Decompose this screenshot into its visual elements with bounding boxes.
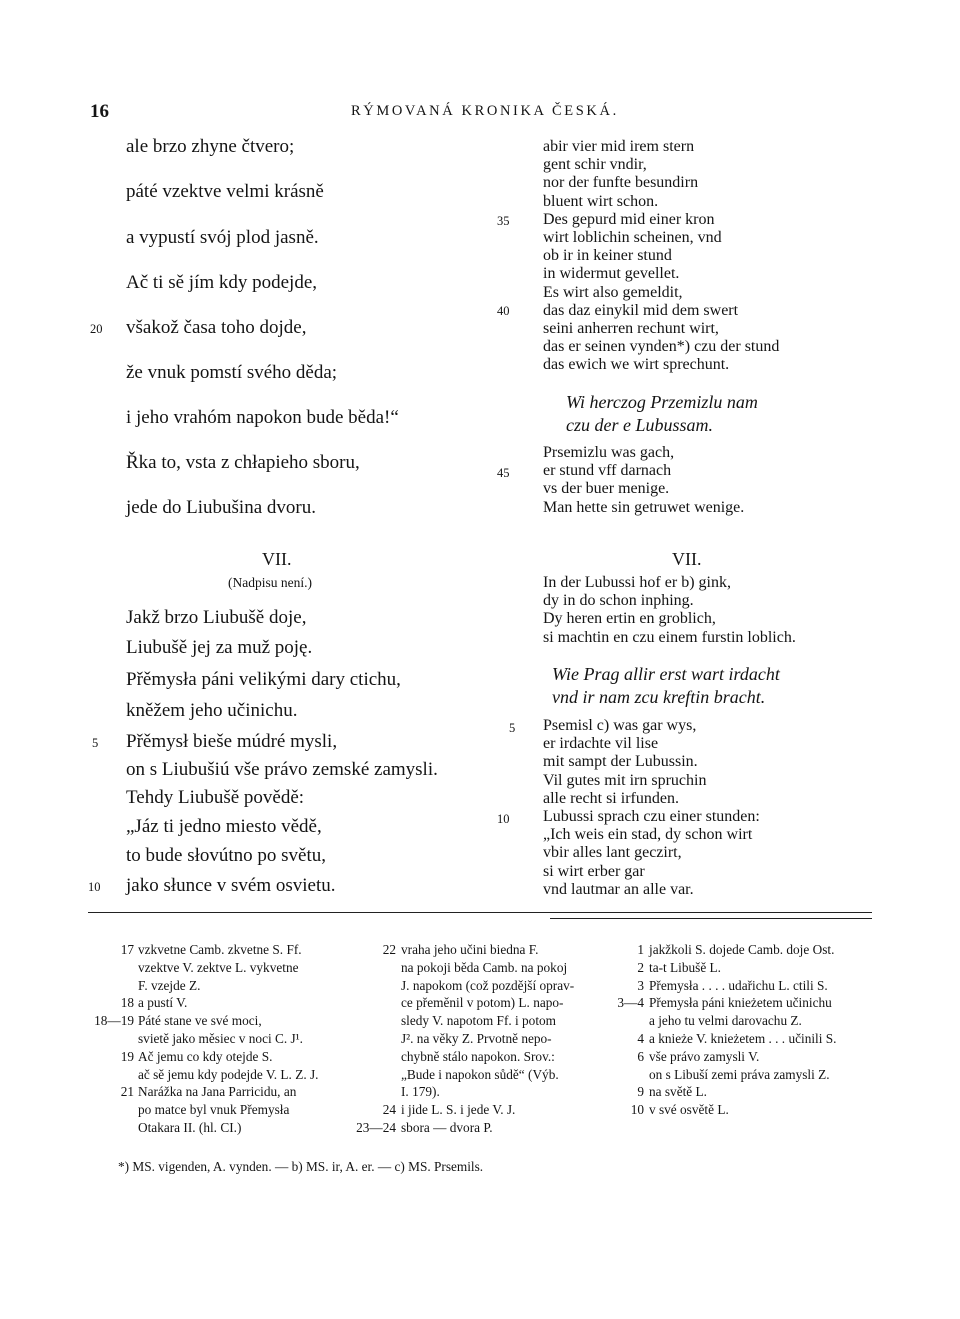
variant-text: ce přeměnil v potom) L. napo- [401,995,564,1011]
section-heading: czu der e Lubussam. [566,415,713,435]
variant-ref [340,1083,396,1101]
running-title: RÝMOVANÁ KRONIKA ČESKÁ. [351,103,619,119]
variant-texts-col2 [401,941,574,1137]
verse-line: jako słunce v svém osvietu. [126,875,336,896]
variant-text: „Bude i napokon sůdě“ (Výb. [401,1066,559,1082]
verse-line: Lubussi sprach czu einer stunden: [543,807,760,825]
variant-text: chybně stálo napokon. Srov.: [401,1048,555,1064]
variant-ref [86,1119,134,1137]
verse-line: wirt loblichin scheinen, vnd [543,228,722,246]
variant-ref: 4 [637,1030,644,1046]
variant-ref: 10 [630,1102,644,1118]
verse-line: si machtin en czu einem furstin loblich. [543,628,796,646]
section-right-verse-b [543,717,760,899]
section-numeral: VII. [672,549,702,569]
verse-line: ob ir in keiner stund [543,247,672,265]
verse-line: das er seinen vynden*) czu der stund [543,338,780,356]
verse-line: bluent wirt schon. [543,192,659,210]
variant-ref [340,994,396,1012]
variant-ref [604,1066,644,1084]
variant-ref: 1 [637,942,644,957]
variant-ref: 18 [120,995,134,1011]
variant-text: sbora — dvora P. [401,1119,493,1135]
verse-line: Psemisl c) was gar wys, [543,717,697,734]
verse-line: Řka to, vsta z chłapieho sboru, [126,452,360,473]
verse-line: „Jáz ti jedno miesto vědě, [126,816,322,837]
page-number: 16 [90,101,109,122]
section-heading: Wie Prag allir erst wart irdacht [552,664,780,684]
section-right-verse-a [543,574,796,647]
variant-text: I. 179). [401,1084,440,1100]
variant-text: Ač jemu co kdy otejde S. [138,1048,273,1064]
verse-line: a vypustí svój plod jasně. [126,227,319,248]
variant-ref [86,959,134,977]
verse-line: Prsemizlu was gach, [543,444,675,461]
variant-ref: 24 [382,1102,396,1118]
section-heading: vnd ir nam zcu kreftin bracht. [552,687,766,707]
verse-line: Tehdy Liubušě povědě: [126,787,305,808]
verse-line: si wirt erber gar [543,862,645,880]
variant-refs-col2 [340,941,396,1137]
variant-text: ač sě jemu kdy podejde V. L. Z. J. [138,1066,319,1082]
variant-text: po matce byl vnuk Přemysła [138,1102,290,1118]
verse-line: alle recht si irfunden. [543,789,679,807]
variant-text: sledy V. napotom Ff. i potom [401,1013,557,1029]
verse-line: nor der funfte besundirn [543,174,699,192]
section-heading: Wi herczog Przemizlu nam [566,392,758,412]
variant-text: F. vzejde Z. [138,977,201,993]
variant-ref [340,1012,396,1030]
verse-line: Des gepurd mid einer kron [543,210,715,228]
variant-text: svietě jako měsiec v noci C. J¹. [138,1030,303,1046]
top-right-verse-b [543,444,744,517]
variant-ref [340,1066,396,1084]
verse-line: das ewich we wirt sprechunt. [543,356,730,374]
variant-text: J. napokom (což pozdější oprav- [401,977,575,993]
verse-line: že vnuk pomstí svého děda; [126,362,338,383]
variant-texts-col1 [138,941,318,1137]
verse-line: Man hette sin getruwet wenige. [543,498,745,516]
variant-ref: 17 [120,942,134,957]
variant-ref [86,1030,134,1048]
variant-text: ta-t Libušě L. [649,959,722,975]
variant-text: Přemysła . . . . udařichu L. ctili S. [649,977,828,993]
section-subtitle: (Nadpisu není.) [228,575,312,590]
variant-refs-col1 [86,941,134,1137]
verse-line: všakož časa toho dojde, [126,317,307,338]
variant-ref [86,1066,134,1084]
variant-ref: 21 [120,1084,134,1100]
verse-line: Přěmysła páni velikými dary ctichu, [126,669,401,690]
variant-ref: 22 [382,942,396,957]
verse-line: dy in do schon inphing. [543,592,694,610]
line-number: 20 [90,322,103,336]
verse-line: „Ich weis ein stad, dy schon wirt [543,826,753,844]
manuscript-footnote: *) MS. vigenden, A. vynden. — b) MS. ir, A. er. — c) MS. Prsemils. [118,1159,484,1174]
variant-ref [340,977,396,995]
variant-text: na pokoji běda Camb. na pokoj [401,959,568,975]
variant-ref: 18—19 [94,1013,134,1029]
variant-text: Narážka na Jana Parricidu, an [138,1084,297,1100]
variant-text: vzkvetne Camb. zkvetne S. Ff. [138,942,302,957]
variant-text: on s Libuší zemi práva zamysli Z. [649,1066,830,1082]
variant-text: Přemysła páni knieżetem učinichu [649,995,832,1011]
variant-ref: 6 [637,1048,644,1064]
verse-line: er irdachte vil lise [543,735,659,753]
verse-line: kněžem jeho učinichu. [126,700,298,721]
variant-ref: 19 [120,1048,134,1064]
variant-text: Páté stane ve své moci, [138,1013,262,1029]
verse-line: er stund vff darnach [543,462,672,480]
line-number: 5 [92,736,99,750]
verse-line: in widermut gevellet. [543,265,680,283]
verse-line: vnd lautmar an alle var. [543,880,694,898]
verse-line: Liubušě jej za muž poję. [126,637,313,658]
variant-text: i jide L. S. i jede V. J. [401,1102,516,1118]
variant-ref: 23—24 [356,1119,396,1135]
verse-line: Jakž brzo Liubušě doje, [126,607,307,628]
variant-text: a knieże V. knieżetem . . . učinili S. [649,1030,837,1046]
variant-text: vzektve V. zektve L. vykvetne [138,959,299,975]
line-number: 10 [88,880,101,894]
verse-line: Dy heren ertin en groblich, [543,610,716,628]
verse-line: abir vier mid irem stern [543,138,695,155]
verse-line: das daz einykil mid dem swert [543,301,739,319]
variant-text: vše právo zamysli V. [649,1048,760,1064]
verse-line: gent schir vndir, [543,156,647,174]
variant-ref [86,977,134,995]
verse-line: on s Liubušiú vše právo zemské zamysli. [126,759,438,780]
line-number: 35 [497,214,510,228]
variant-text: vraha jeho učini biedna F. [401,942,539,957]
variant-text: a jeho tu velmi darovachu Z. [649,1013,802,1029]
verse-line: to bude słovútno po světu, [126,845,327,866]
footnote-rule [88,912,872,913]
variant-ref: 9 [637,1084,644,1100]
verse-line: vs der buer menige. [543,480,670,498]
variant-ref [340,1048,396,1066]
line-number: 10 [497,812,510,826]
verse-line: i jeho vrahóm napokon bude běda!“ [126,407,399,428]
variant-text: J². na věky Z. Prvotně nepo- [401,1030,552,1046]
variant-ref: 3 [637,977,644,993]
verse-line: Es wirt also gemeldit, [543,283,683,301]
line-number: 45 [497,466,510,480]
verse-line: seini anherren rechunt wirt, [543,319,719,337]
line-number: 5 [509,721,516,735]
variant-text: v své osvětě L. [649,1102,729,1118]
variant-refs-col3 [604,941,644,1119]
variant-text: jakžkoli S. dojede Camb. doje Ost. [649,942,835,957]
verse-line: In der Lubussi hof er b) gink, [543,574,731,591]
verse-line: vbir alles lant geczirt, [543,844,682,862]
verse-line: Přěmysł bieše múdré mysli, [126,731,338,752]
line-number: 40 [497,304,510,318]
variant-text: Otakara II. (hl. CI.) [138,1119,242,1135]
verse-line: ale brzo zhyne čtvero; [126,136,295,157]
footnote-rule-short [550,918,872,919]
variant-ref [604,1012,644,1030]
verse-line: páté vzektve velmi krásně [126,181,324,202]
variant-text: a pustí V. [138,995,188,1011]
verse-line: Vil gutes mit irn spruchin [543,771,707,789]
variant-ref: 3—4 [617,995,644,1011]
variant-ref [340,959,396,977]
variant-ref [340,1030,396,1048]
variant-texts-col3 [649,941,836,1119]
section-numeral: VII. [262,549,292,569]
top-right-verse-a [543,138,779,374]
verse-line: jede do Liubušina dvoru. [126,497,316,518]
verse-line: mit sampt der Lubussin. [543,753,698,771]
variant-ref: 2 [637,959,644,975]
variant-ref [86,1101,134,1119]
variant-text: na světě L. [649,1084,707,1100]
verse-line: Ač ti sě jím kdy podejde, [126,272,318,293]
